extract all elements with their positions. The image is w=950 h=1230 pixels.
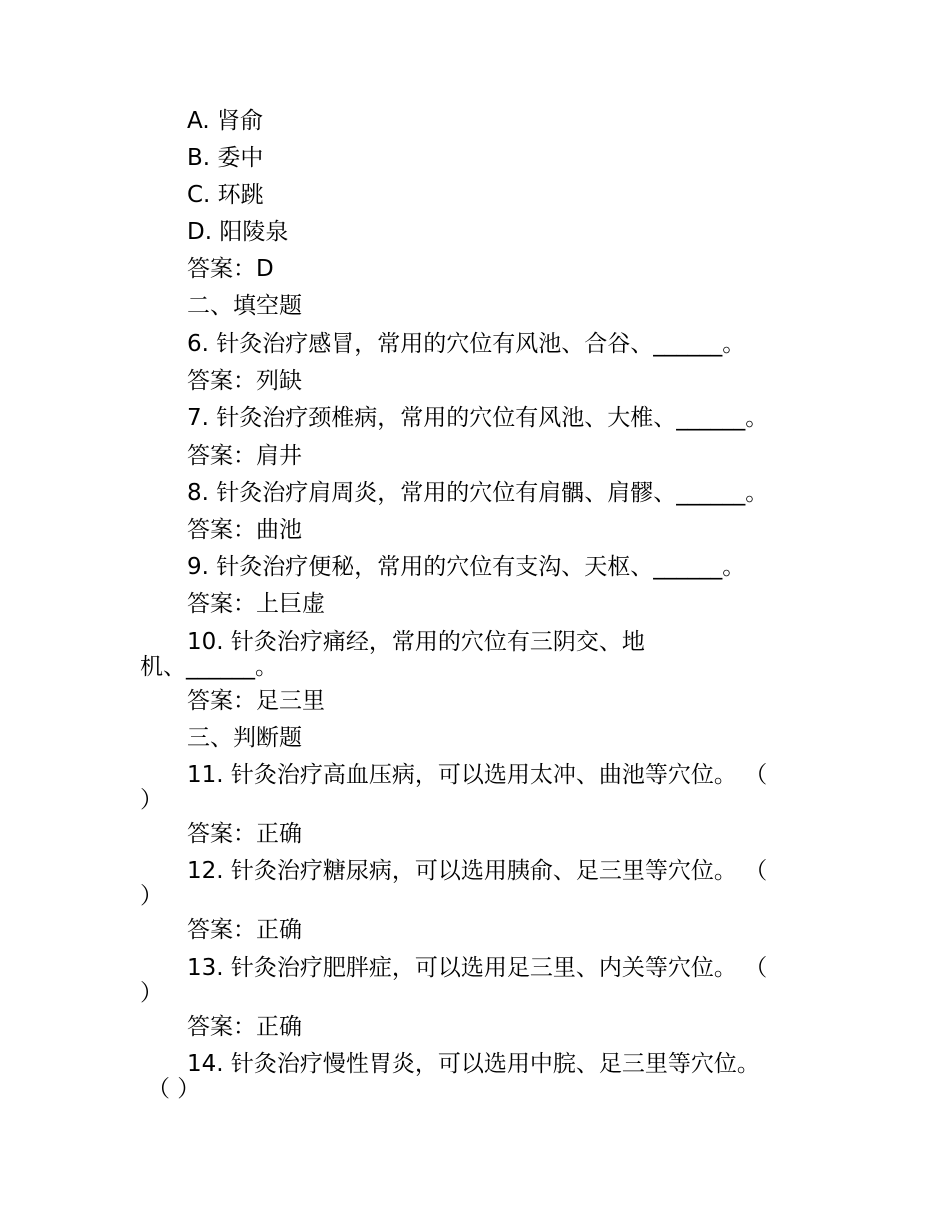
answer-6: 答案：列缺	[187, 368, 302, 394]
answer-10: 答案：足三里	[187, 688, 325, 714]
option-a: A. 肾俞	[187, 108, 263, 134]
answer-9: 答案：上巨虚	[187, 591, 325, 617]
question-8: 8. 针灸治疗肩周炎，常用的穴位有肩髃、肩髎、______。	[187, 480, 769, 506]
question-9: 9. 针灸治疗便秘，常用的穴位有支沟、天枢、______。	[187, 554, 746, 580]
question-13-continuation: ）	[140, 980, 163, 1006]
section-heading-true-false: 三、判断题	[187, 725, 302, 751]
question-12: 12. 针灸治疗糖尿病，可以选用胰俞、足三里等穴位。 （	[187, 858, 768, 884]
question-14-continuation: （ ）	[147, 1076, 201, 1102]
answer-11: 答案：正确	[187, 821, 302, 847]
question-11-continuation: ）	[140, 787, 163, 813]
question-6: 6. 针灸治疗感冒，常用的穴位有风池、合谷、______。	[187, 331, 746, 357]
question-10-continuation: 机、______。	[140, 654, 278, 680]
answer-7: 答案：肩井	[187, 443, 302, 469]
section-heading-fill-in: 二、填空题	[187, 293, 302, 319]
question-13: 13. 针灸治疗肥胖症，可以选用足三里、内关等穴位。 （	[187, 955, 768, 981]
question-14: 14. 针灸治疗慢性胃炎，可以选用中脘、足三里等穴位。	[187, 1051, 760, 1077]
question-12-continuation: ）	[140, 883, 163, 909]
question-11: 11. 针灸治疗高血压病，可以选用太冲、曲池等穴位。 （	[187, 762, 768, 788]
answer-5: 答案：D	[187, 256, 274, 282]
option-d: D. 阳陵泉	[187, 219, 289, 245]
option-c: C. 环跳	[187, 182, 264, 208]
question-7: 7. 针灸治疗颈椎病，常用的穴位有风池、大椎、______。	[187, 405, 769, 431]
question-10: 10. 针灸治疗痛经，常用的穴位有三阴交、地	[187, 629, 645, 655]
answer-8: 答案：曲池	[187, 517, 302, 543]
answer-13: 答案：正确	[187, 1014, 302, 1040]
option-b: B. 委中	[187, 145, 264, 171]
answer-12: 答案：正确	[187, 917, 302, 943]
